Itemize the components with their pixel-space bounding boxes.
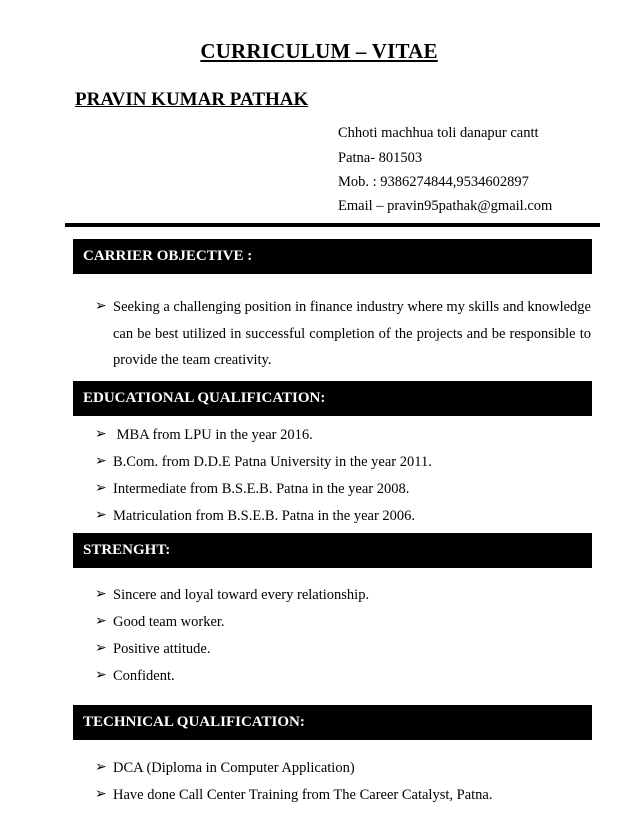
section-heading-strength xyxy=(73,533,592,568)
contact-email: Email – pravin95pathak@gmail.com xyxy=(338,198,553,214)
list-item xyxy=(95,663,591,690)
section-heading-strength-label: STRENGHT: xyxy=(83,542,171,558)
contact-mobile: Mob. : 9386274844,9534602897 xyxy=(338,174,529,190)
arrow-bullet-icon: ➢ xyxy=(95,668,107,683)
arrow-bullet-icon: ➢ xyxy=(95,787,107,802)
section-heading-objective xyxy=(73,239,592,274)
arrow-bullet-icon: ➢ xyxy=(95,427,107,442)
arrow-bullet-icon: ➢ xyxy=(95,454,107,469)
education-item: B.Com. from D.D.E Patna University in the year 2011. xyxy=(113,454,432,470)
list-item xyxy=(95,782,591,809)
list-item xyxy=(95,636,591,663)
list-item xyxy=(95,449,591,476)
arrow-bullet-icon: ➢ xyxy=(95,481,107,496)
arrow-bullet-icon: ➢ xyxy=(95,614,107,629)
strength-item: Good team worker. xyxy=(113,614,225,630)
candidate-name: PRAVIN KUMAR PATHAK xyxy=(75,89,309,110)
education-item: Matriculation from B.S.E.B. Patna in the year 2006. xyxy=(113,508,416,524)
technical-item: DCA (Diploma in Computer Application) xyxy=(113,760,355,776)
arrow-bullet-icon: ➢ xyxy=(95,641,107,656)
arrow-bullet-icon: ➢ xyxy=(95,760,107,775)
arrow-bullet-icon: ➢ xyxy=(95,508,107,523)
section-heading-technical-label: TECHNICAL QUALIFICATION: xyxy=(83,714,305,730)
list-item xyxy=(95,503,591,530)
contact-address: Chhoti machhua toli danapur cantt xyxy=(338,125,539,141)
section-heading-technical xyxy=(73,705,592,740)
section-heading-education-label: EDUCATIONAL QUALIFICATION: xyxy=(83,390,326,406)
contact-city: Patna- 801503 xyxy=(338,150,423,166)
education-item: Intermediate from B.S.E.B. Patna in the year 2008. xyxy=(113,481,410,497)
document-title: CURRICULUM – VITAE xyxy=(200,39,438,63)
objective-text: Seeking a challenging position in finance industry where my skills and knowledge can be best utilized in successful completion of the projects and be responsible to provide the team creativity. xyxy=(113,299,591,368)
list-item xyxy=(95,422,591,449)
section-heading-objective-label: CARRIER OBJECTIVE : xyxy=(83,248,253,264)
list-item xyxy=(95,582,591,609)
list-item xyxy=(95,294,591,374)
list-item xyxy=(95,476,591,503)
arrow-bullet-icon: ➢ xyxy=(95,299,107,314)
strength-item: Confident. xyxy=(113,668,175,684)
education-item: MBA from LPU in the year 2016. xyxy=(113,427,313,443)
list-item xyxy=(95,755,591,782)
header-divider xyxy=(65,223,600,227)
strength-item: Positive attitude. xyxy=(113,641,211,657)
arrow-bullet-icon: ➢ xyxy=(95,587,107,602)
section-heading-education xyxy=(73,381,592,416)
list-item xyxy=(95,609,591,636)
strength-item: Sincere and loyal toward every relationship. xyxy=(113,587,370,603)
technical-item: Have done Call Center Training from The Career Catalyst, Patna. xyxy=(113,787,493,803)
